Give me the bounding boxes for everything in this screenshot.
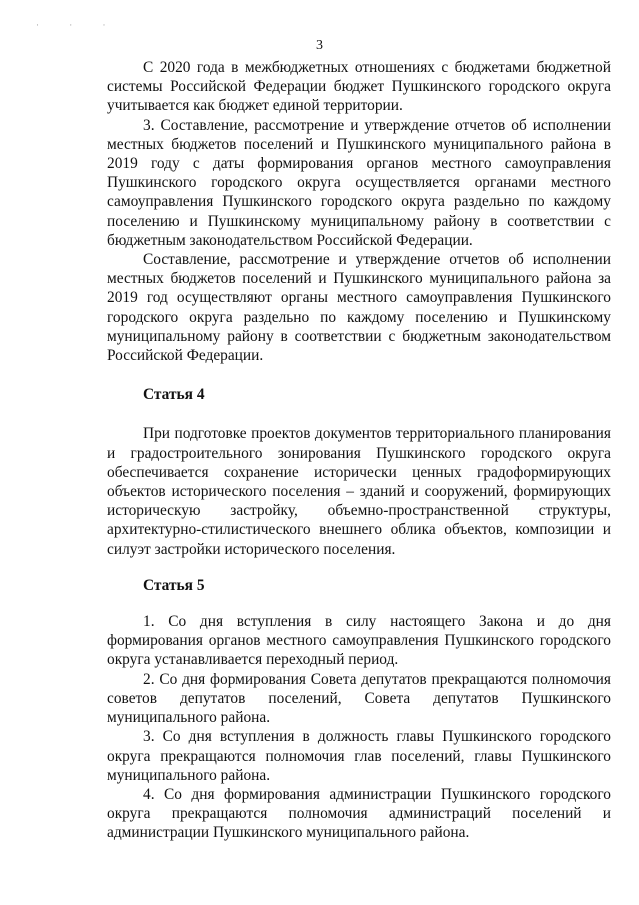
paragraph-budget-territory: С 2020 года в межбюджетных отношениях с бюджетами бюджетной системы Российской Федерации бюджет Пушкинского городского округа учитывается как бюджет единой территории. (107, 59, 611, 115)
article-5-item-2: 2. Со дня формирования Совета депутатов прекращаются полномочия советов депутатов поселений, Совета депутатов Пушкинского муниципального района. (107, 670, 611, 727)
article-5-item-3: 3. Со дня вступления в должность главы Пушкинского городского округа прекращаются полномочия глав поселений, главы Пушкинского муниципального района. (107, 728, 611, 784)
page-number: 3 (316, 38, 323, 53)
paragraph-item-3: 3. Составление, рассмотрение и утверждение отчетов об исполнении местных бюджетов поселений и Пушкинского муниципального района в 2019 году с даты формирования органов местного самоуправления Пушкинского городского округа осуществляется органами местного самоуправления Пушкинского городского округа раздельно по каждому поселению и Пушкинскому муниципальному району в соответствии с бюджетным законодательством Российской Федерации. (107, 116, 611, 249)
article-4-text: При подготовке проектов документов территориального планирования и градостроительного зонирования Пушкинского городского округа обеспечивается сохранение исторически ценных градоформирующих объектов исторического поселения – зданий и сооружений, формирующих историческую застройку, объемно-пространственной структуры, архитектурно-стилистического внешнего облика объектов, композиции и силуэт застройки исторического поселения. (107, 425, 611, 558)
article-5-heading: Статья 5 (143, 576, 205, 594)
article-4-heading: Статья 4 (143, 386, 205, 404)
article-5-item-1: 1. Со дня вступления в силу настоящего Закона и до дня формирования органов местного самоуправления Пушкинского городского округа устанавливается переходный период. (107, 613, 611, 669)
paragraph-reports-2019: Составление, рассмотрение и утверждение отчетов об исполнении местных бюджетов поселений и Пушкинского муниципального района за 2019 год осуществляют органы местного самоуправления Пушкинского городского округа раздельно по каждому поселению и Пушкинскому муниципальному району в соответствии с бюджетным законодательством Российской Федерации. (107, 251, 611, 365)
document-body (107, 58, 611, 843)
scan-specks: · · · (36, 20, 120, 30)
article-5-item-4: 4. Со дня формирования администрации Пушкинского городского округа прекращаются полномочия администраций поселений и администрации Пушкинского муниципального района. (107, 785, 611, 842)
